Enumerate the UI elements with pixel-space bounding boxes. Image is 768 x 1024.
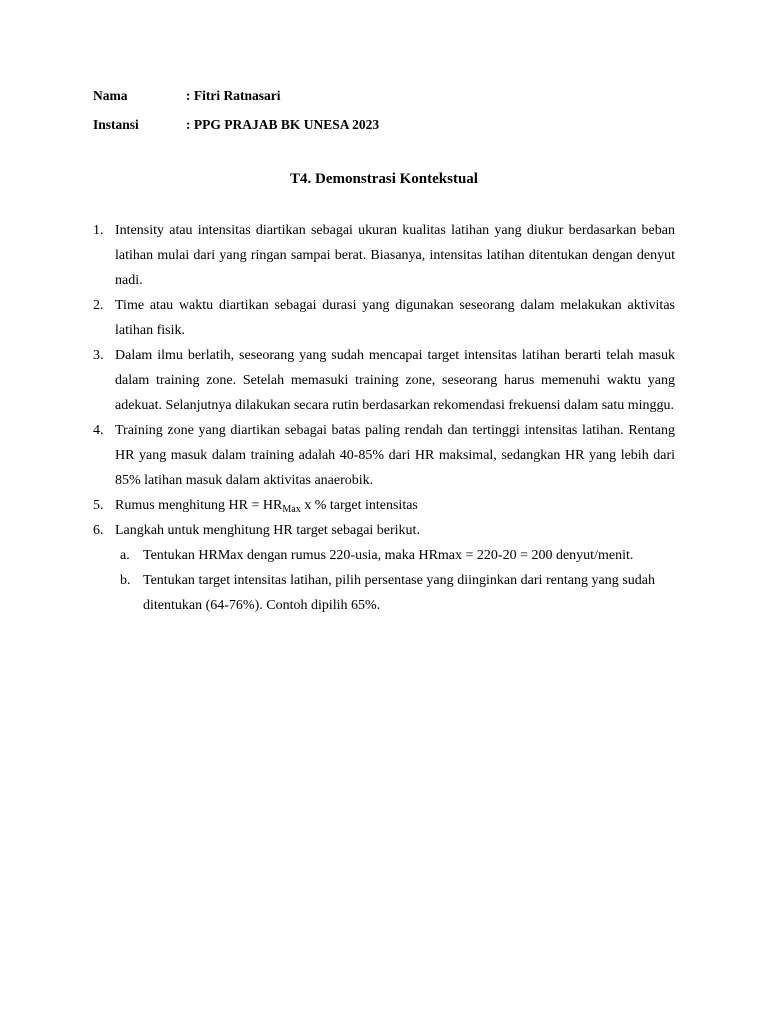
list-item [93, 418, 675, 493]
item-number: 3. [93, 348, 104, 363]
item-number: 2. [93, 298, 104, 313]
item-number: 1. [93, 223, 104, 238]
name-label: Nama [93, 88, 128, 103]
sub-item-letter: a. [120, 548, 130, 563]
item-number: 6. [93, 523, 104, 538]
list-item [93, 343, 675, 418]
formula-subscript: Max [282, 504, 301, 515]
item-text: Langkah untuk menghitung HR target sebagai berikut. [115, 523, 420, 538]
item-text: Time atau waktu diartikan sebagai durasi yang digunakan seseorang dalam melakukan aktivitas latihan fisik. [115, 298, 675, 338]
item-text: Intensity atau intensitas diartikan sebagai ukuran kualitas latihan yang diukur berdasarkan beban latihan mulai dari yang ringan sampai berat. Biasanya, intensitas latihan ditentukan dengan denyut nadi. [115, 223, 675, 288]
list-item [93, 218, 675, 293]
institution-row [93, 117, 379, 133]
institution-value: : PPG PRAJAB BK UNESA 2023 [186, 117, 380, 132]
institution-label: Instansi [93, 117, 139, 132]
item-number: 5. [93, 498, 104, 513]
formula-text-post: x % target intensitas [300, 498, 418, 513]
name-row [93, 88, 280, 104]
item-text: Training zone yang diartikan sebagai batas paling rendah dan tertinggi intensitas latihan. Rentang HR yang masuk dalam training adalah 40-85% dari HR maksimal, sedangkan HR yang lebih dari 85% latihan masuk dalam aktivitas anaerobik. [115, 423, 675, 488]
name-value: : Fitri Ratnasari [186, 88, 281, 103]
sub-item-text: Tentukan HRMax dengan rumus 220-usia, maka HRmax = 220-20 = 200 denyut/menit. [143, 548, 634, 563]
list-item [93, 293, 675, 343]
list-item [93, 518, 675, 543]
sub-item-letter: b. [120, 573, 131, 588]
sub-list-item [93, 568, 675, 618]
formula-text-pre: Rumus menghitung HR = HR [115, 498, 283, 513]
item-text: Dalam ilmu berlatih, seseorang yang sudah mencapai target intensitas latihan berarti telah masuk dalam training zone. Setelah memasuki training zone, seseorang harus memenuhi waktu yang adekuat. Selanjutnya dilakukan secara rutin berdasarkan rekomendasi frekuensi dalam satu minggu. [115, 348, 675, 413]
numbered-list [93, 218, 675, 618]
sub-item-text: Tentukan target intensitas latihan, pilih persentase yang diinginkan dari rentang yang sudah ditentukan (64-76%). Contoh dipilih 65%. [143, 573, 655, 613]
sub-list-item [93, 543, 675, 568]
document-title: T4. Demonstrasi Kontekstual [290, 171, 478, 187]
list-item-formula [93, 493, 675, 518]
item-number: 4. [93, 423, 104, 438]
